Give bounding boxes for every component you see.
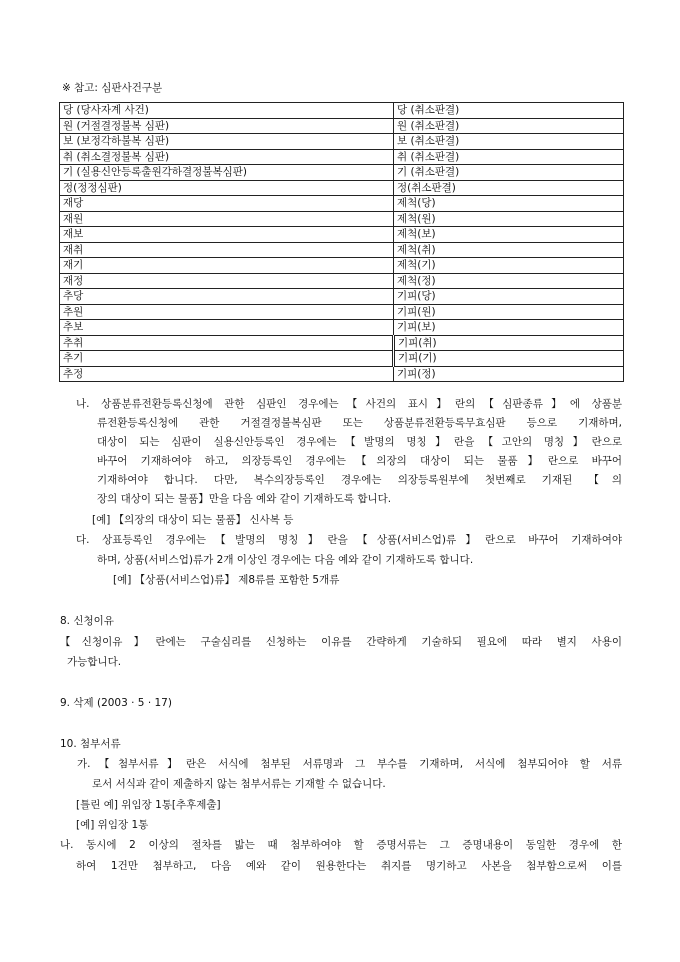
table-row: [60, 211, 624, 227]
table-row: [60, 289, 624, 305]
court-code-cell: 기 (취소판결): [394, 165, 624, 181]
court-code-cell: 기피(보): [394, 320, 624, 336]
court-code-cell: 제척(당): [394, 196, 624, 212]
court-code-cell: 당 (취소판결): [394, 103, 624, 119]
table-row: [60, 196, 624, 212]
table-row: [60, 103, 624, 119]
case-code-cell: 당 (당사자계 사건): [60, 103, 394, 119]
case-type-table: [59, 102, 624, 382]
table-row: [60, 335, 624, 351]
table-row: [60, 351, 624, 367]
sec10-ga-line-1: 로서 서식과 같이 제출하지 않는 첨부서류는 기재할 수 없습니다.: [92, 778, 386, 790]
da-line-0: 다. 상표등록인 경우에는【발명의 명칭】란을【상품(서비스업)류】란으로 바꾸어 기재하여야: [76, 534, 622, 546]
table-row: [60, 134, 624, 150]
case-code-cell: 재원: [60, 211, 394, 227]
table-row: [60, 227, 624, 243]
da-example: [예] 【상품(서비스업)류】 제8류를 포함한 5개류: [113, 574, 340, 586]
sec8-line-0: 【신청이유】란에는 구술심리를 신청하는 이유를 간략하게 기술하되 필요에 따라 별지 사용이: [60, 636, 622, 648]
court-code-cell: 보 (취소판결): [394, 134, 624, 150]
case-code-cell: 보 (보정각하불복 심판): [60, 134, 394, 150]
sec8-line-1: 가능합니다.: [67, 656, 122, 668]
sec10-na-line-0: 나. 동시에 2 이상의 절차를 밟는 때 첨부하여야 할 증명서류는 그 증명내용이 동일한 경우에 한: [60, 839, 622, 851]
na-line-2: 대상이 되는 심판이 실용신안등록인 경우에는【발명의 명칭】란을【고안의 명칭】란으로: [97, 436, 622, 448]
case-code-cell: 재정: [60, 273, 394, 289]
sec10-wrong-example: [틀린 예] 위임장 1통[추후제출]: [76, 799, 221, 811]
court-code-cell: 취 (취소판결): [394, 149, 624, 165]
case-code-cell: 추정: [60, 366, 394, 382]
da-line-1: 하며, 상품(서비스업)류가 2개 이상인 경우에는 다음 예와 같이 기재하도록 합니다.: [97, 554, 474, 566]
court-code-cell: 제척(기): [394, 258, 624, 274]
sec10-heading: 10. 첨부서류: [60, 738, 121, 750]
na-line-1: 류전환등록신청에 관한 거절결정불복심판 또는 상품분류전환등록무효심판 등으로 기재하며,: [97, 417, 622, 429]
case-code-cell: 추당: [60, 289, 394, 305]
case-code-cell: 추취: [60, 335, 394, 351]
court-code-cell: 기피(기): [394, 351, 624, 367]
case-code-cell: 추기: [60, 351, 394, 367]
case-code-cell: 추보: [60, 320, 394, 336]
court-code-cell: 제척(보): [394, 227, 624, 243]
table-row: [60, 258, 624, 274]
table-row: [60, 149, 624, 165]
court-code-cell: 기피(당): [394, 289, 624, 305]
sec10-na-line-1: 하여 1건만 첨부하고, 다음 예와 같이 원용한다는 취지를 명기하고 사본을 첨부함으로써 이를: [76, 860, 622, 872]
table-row: [60, 118, 624, 134]
case-code-cell: 재보: [60, 227, 394, 243]
court-code-cell: 원 (취소판결): [394, 118, 624, 134]
sec9-heading: 9. 삭제 (2003 · 5 · 17): [60, 697, 172, 709]
case-code-cell: 기 (실용신안등록출원각하결정불복심판): [60, 165, 394, 181]
na-line-3: 바꾸어 기재하여야 하고, 의장등록인 경우에는【의장의 대상이 되는 물품】란으로 바꾸어: [97, 455, 622, 467]
court-code-cell: 제척(원): [394, 211, 624, 227]
table-row: [60, 273, 624, 289]
sec8-heading: 8. 신청이유: [60, 615, 114, 627]
sec10-example: [예] 위임장 1통: [76, 819, 149, 831]
case-code-cell: 추원: [60, 304, 394, 320]
na-example: [예] 【의장의 대상이 되는 물품】 신사복 등: [92, 514, 294, 526]
table-row: [60, 320, 624, 336]
case-code-cell: 정(정정심판): [60, 180, 394, 196]
case-code-cell: 취 (취소결정불복 심판): [60, 149, 394, 165]
court-code-cell: 기피(정): [394, 366, 624, 382]
case-code-cell: 원 (거절결정불복 심판): [60, 118, 394, 134]
na-line-0: 나. 상품분류전환등록신청에 관한 심판인 경우에는【사건의 표시】란의【심판종류】에 상품분: [76, 398, 622, 410]
sec10-ga-line-0: 가.【첨부서류】란은 서식에 첨부된 서류명과 그 부수를 기재하며, 서식에 첨부되어야 할 서류: [77, 758, 622, 770]
table-row: [60, 366, 624, 382]
case-code-cell: 재기: [60, 258, 394, 274]
court-code-cell: 기피(원): [394, 304, 624, 320]
table-row: [60, 165, 624, 181]
court-code-cell: 제척(정): [394, 273, 624, 289]
case-code-cell: 재취: [60, 242, 394, 258]
court-code-cell: 정(취소판결): [394, 180, 624, 196]
na-line-4: 기재하여야 합니다. 다만, 복수의장등록인 경우에는 의장등록원부에 첫번째로 기재된 【의: [97, 474, 622, 486]
na-line-5: 장의 대상이 되는 물품】만을 다음 예와 같이 기재하도록 합니다.: [97, 493, 392, 505]
case-code-cell: 재당: [60, 196, 394, 212]
court-code-cell: 제척(취): [394, 242, 624, 258]
table-row: [60, 304, 624, 320]
court-code-cell: 기피(취): [394, 335, 624, 351]
table-row: [60, 180, 624, 196]
note-title: ※ 참고: 심판사건구분: [62, 82, 163, 94]
table-row: [60, 242, 624, 258]
